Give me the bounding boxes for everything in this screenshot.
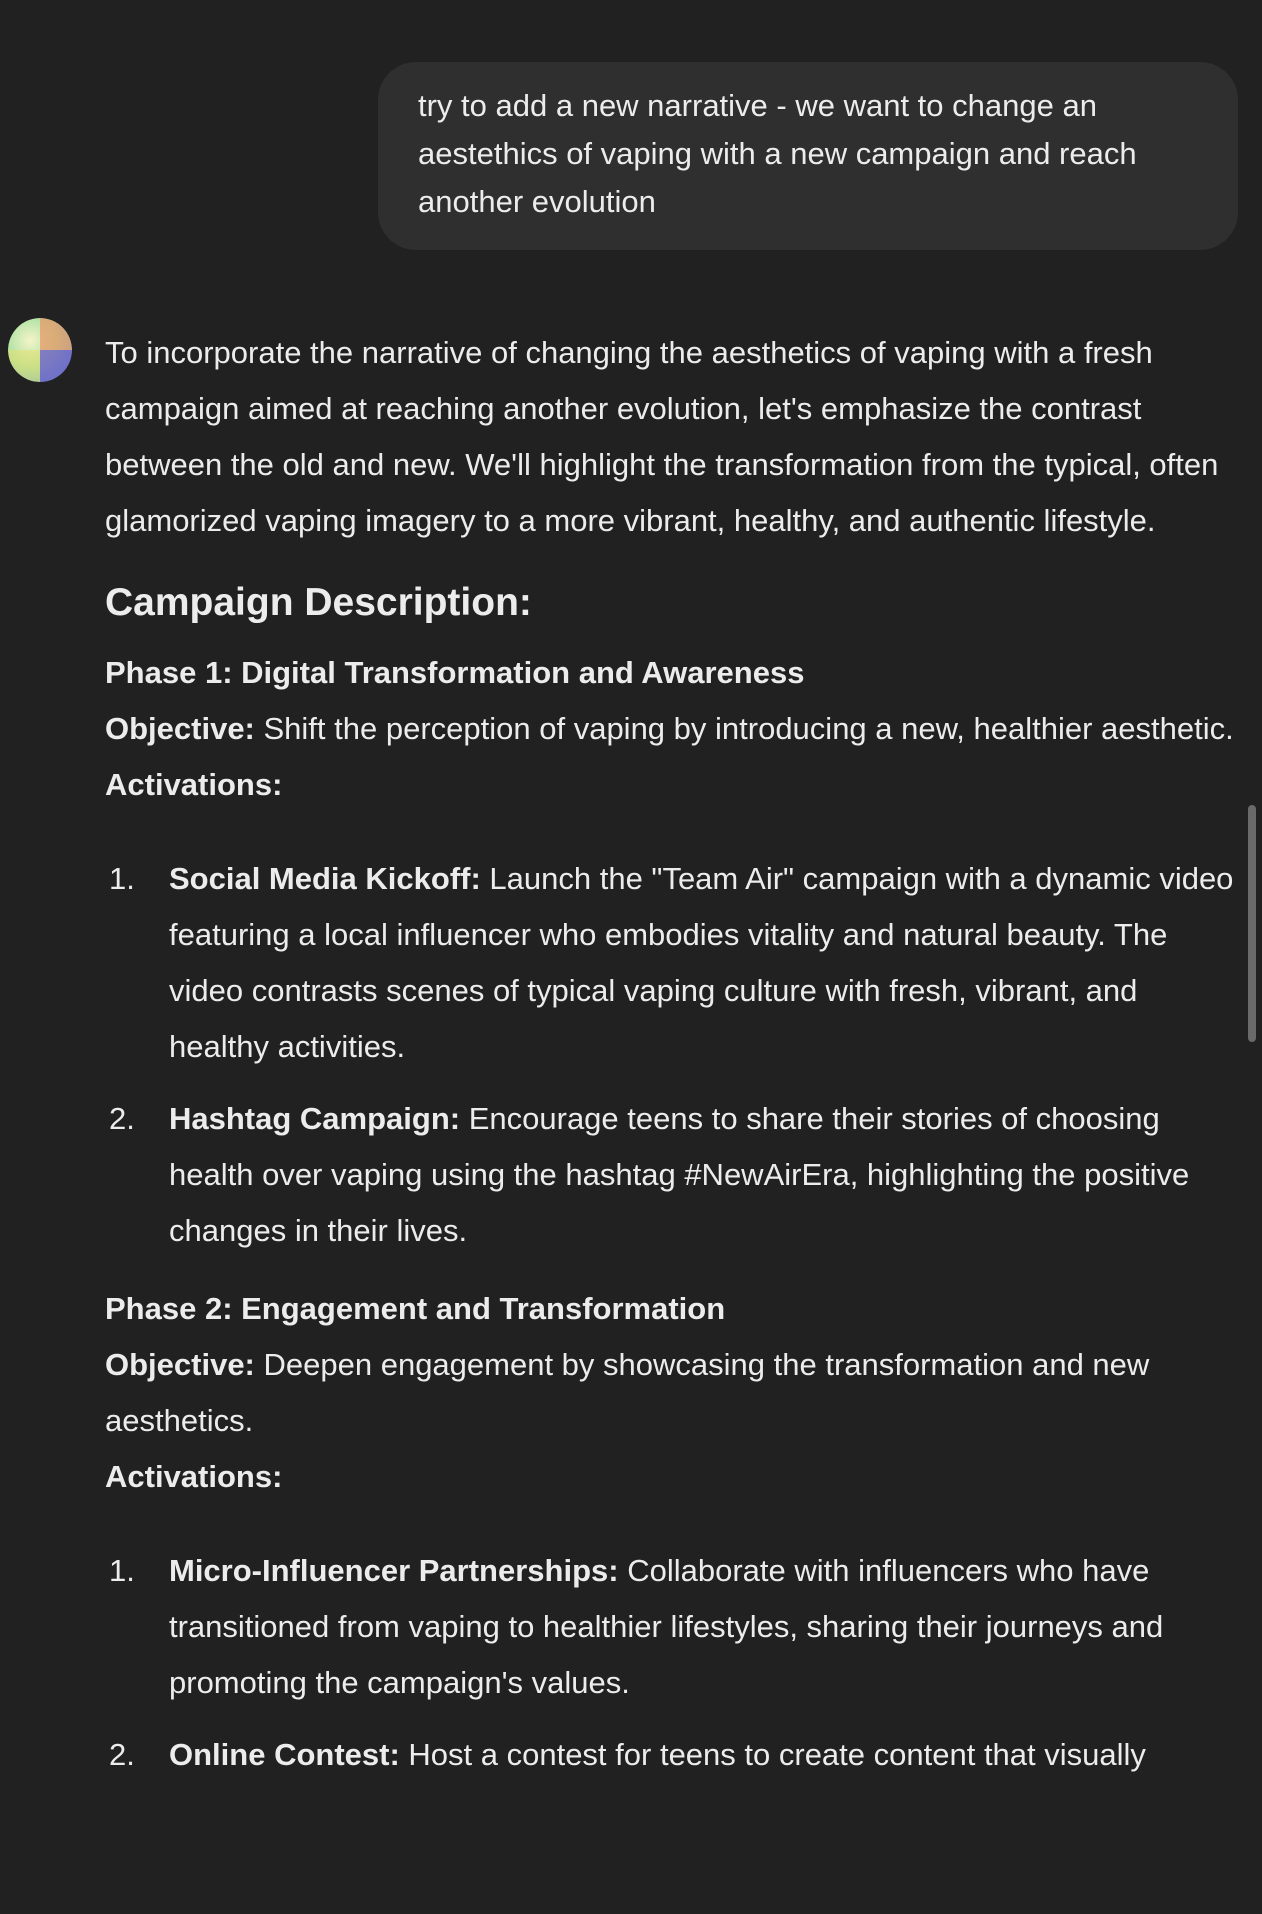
item-text: Encourage teens to share their stories of choosing health over vaping using the hashtag #NewAirEra, highlighting the positive changes in their lives.: [169, 1101, 1190, 1248]
activations-label: Activations:: [105, 767, 283, 802]
phase-objective: [105, 701, 1235, 757]
item-label: Social Media Kickoff:: [169, 861, 481, 896]
list-item: [105, 1727, 1235, 1783]
list-item: [105, 851, 1235, 1075]
objective-label: Objective:: [105, 1347, 255, 1382]
activations-label: Activations:: [105, 1459, 283, 1494]
assistant-avatar-icon: [8, 318, 72, 382]
user-message-line: another evolution: [418, 184, 656, 219]
objective-text: Deepen engagement by showcasing the transformation and new aesthetics.: [105, 1347, 1150, 1438]
list-number: 1.: [109, 1553, 135, 1588]
item-label: Online Contest:: [169, 1737, 400, 1772]
user-message-bubble: [378, 62, 1238, 250]
activations-list: [105, 1543, 1235, 1783]
list-item: [105, 1091, 1235, 1259]
objective-text: Shift the perception of vaping by introducing a new, healthier aesthetic.: [254, 711, 1234, 746]
item-label: Micro-Influencer Partnerships:: [169, 1553, 619, 1588]
list-number: 1.: [109, 861, 135, 896]
campaign-heading: Campaign Description:: [105, 581, 532, 624]
item-text: Collaborate with influencers who have transitioned from vaping to healthier lifestyles, sharing their journeys and promoting the campaign's values.: [169, 1553, 1164, 1700]
activations-list: [105, 851, 1235, 1259]
list-number: 2.: [109, 1101, 135, 1136]
user-message-line: try to add a new narrative - we want to change an: [418, 88, 1097, 123]
objective-label: Objective:: [105, 711, 255, 746]
phase-title: Phase 1: Digital Transformation and Awareness: [105, 655, 805, 690]
list-number: 2.: [109, 1737, 135, 1772]
phase-1-section: [105, 645, 1235, 1259]
item-label: Hashtag Campaign:: [169, 1101, 461, 1136]
assistant-message: [105, 325, 1235, 1805]
item-text: Host a contest for teens to create content that visually: [399, 1737, 1146, 1772]
assistant-intro: To incorporate the narrative of changing the aesthetics of vaping with a fresh campaign aimed at reaching another evolution, let's emphasize the contrast between the old and new. We'll highlight the transformation from the typical, often glamorized vaping imagery to a more vibrant, healthy, and authentic lifestyle.: [105, 335, 1219, 538]
item-text: Launch the "Team Air" campaign with a dynamic video featuring a local influencer who embodies vitality and natural beauty. The video contrasts scenes of typical vaping culture with fresh, vibrant, and healthy activities.: [169, 861, 1234, 1064]
phase-title: Phase 2: Engagement and Transformation: [105, 1291, 726, 1326]
list-item: [105, 1543, 1235, 1711]
phase-objective: [105, 1337, 1235, 1449]
phase-2-section: [105, 1281, 1235, 1783]
user-message-line: aestethics of vaping with a new campaign and reach: [418, 136, 1137, 171]
scrollbar-thumb[interactable]: [1248, 805, 1256, 1042]
